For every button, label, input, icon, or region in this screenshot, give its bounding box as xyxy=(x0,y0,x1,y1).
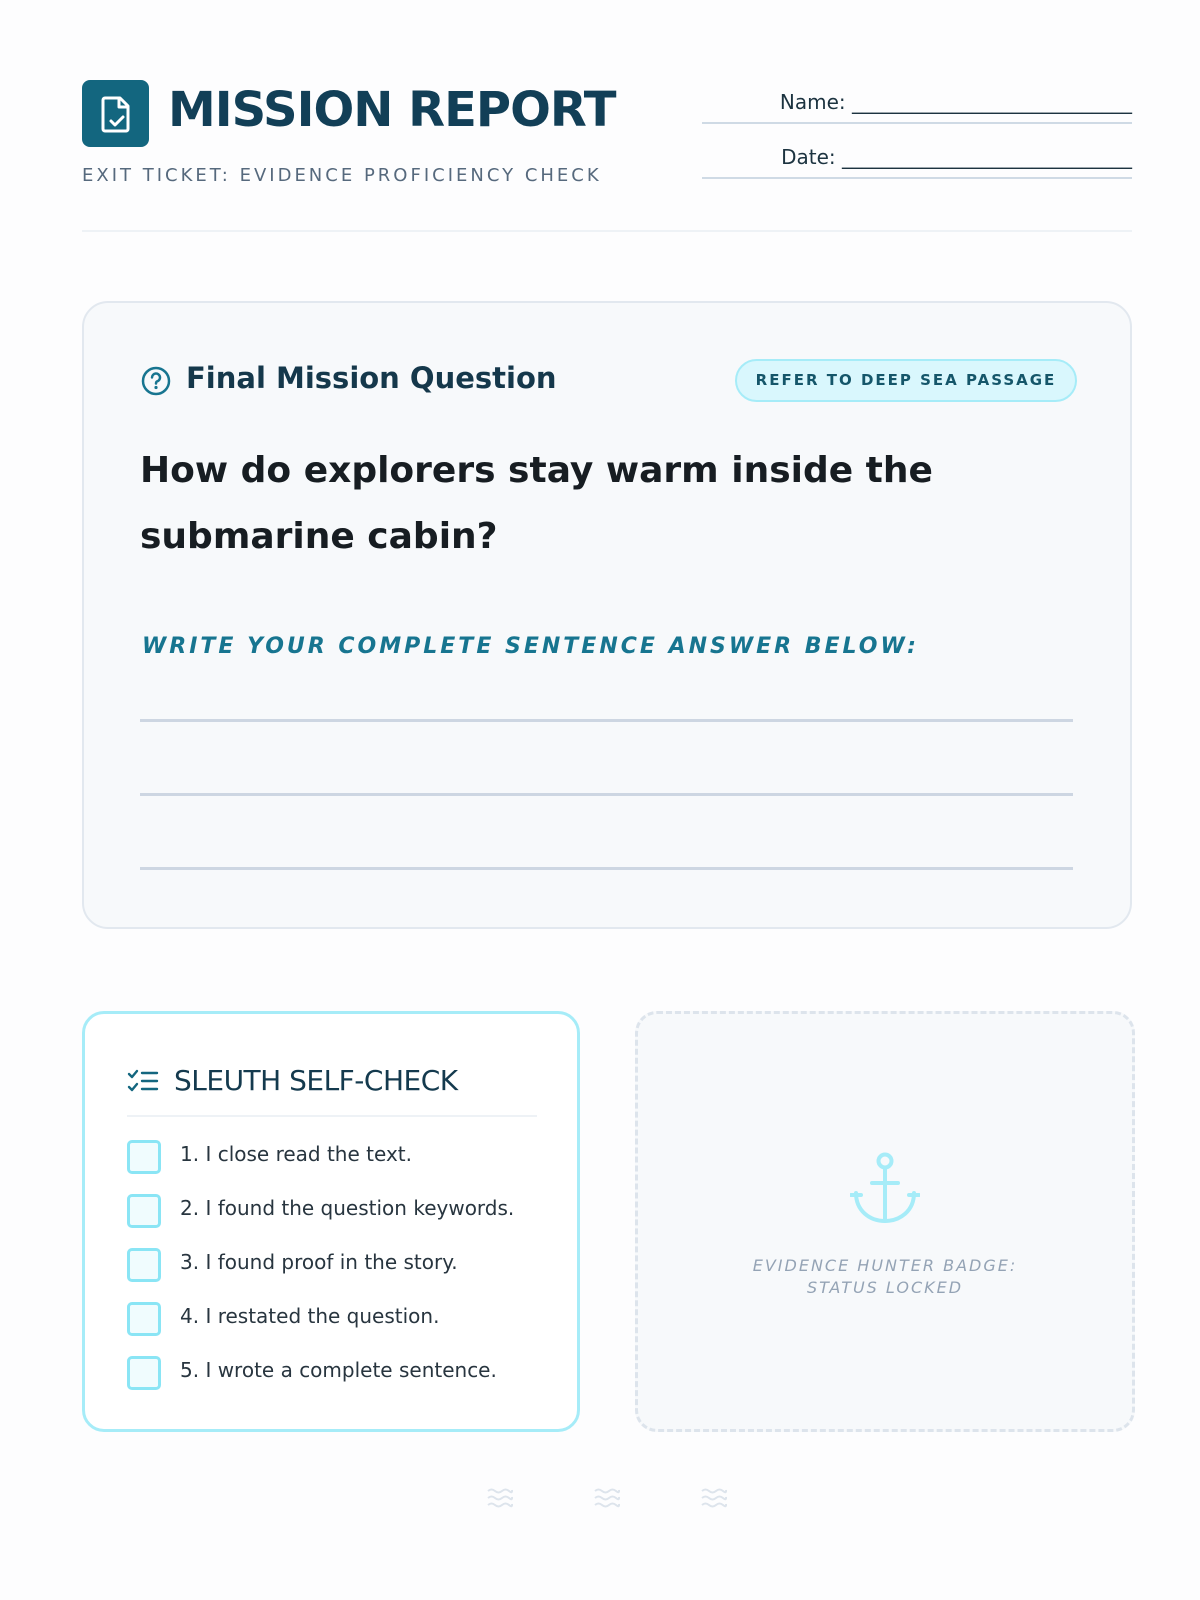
anchor-icon xyxy=(850,1151,920,1227)
self-check-card xyxy=(82,1011,580,1432)
badge-status-text: STATUS LOCKED xyxy=(806,1278,964,1297)
waves-icon xyxy=(594,1487,620,1509)
answer-line[interactable] xyxy=(140,719,1073,722)
self-check-heading: SLEUTH SELF-CHECK xyxy=(174,1064,458,1097)
logo-tile xyxy=(82,80,149,147)
self-check-divider xyxy=(127,1115,537,1117)
checkbox[interactable] xyxy=(127,1140,161,1174)
question-heading: Final Mission Question xyxy=(186,361,557,395)
file-check-icon xyxy=(98,94,134,134)
checklist-item-label: 5. I wrote a complete sentence. xyxy=(180,1358,497,1382)
checklist-item[interactable] xyxy=(127,1140,547,1174)
passage-pill: REFER TO DEEP SEA PASSAGE xyxy=(735,359,1077,402)
checklist-item-label: 1. I close read the text. xyxy=(180,1142,412,1166)
question-text: How do explorers stay warm inside the submarine cabin? xyxy=(140,450,933,557)
badge-card xyxy=(635,1011,1135,1432)
badge-title: EVIDENCE HUNTER BADGE: xyxy=(752,1256,1018,1275)
checkbox[interactable] xyxy=(127,1194,161,1228)
checklist-item-label: 3. I found proof in the story. xyxy=(180,1250,458,1274)
checklist-item-label: 4. I restated the question. xyxy=(180,1304,440,1328)
checklist-item[interactable] xyxy=(127,1194,547,1228)
name-field[interactable] xyxy=(702,82,1132,124)
date-label: Date: _____________________________ xyxy=(781,145,1132,169)
badge-status xyxy=(638,1255,1132,1299)
checklist-item[interactable] xyxy=(127,1302,547,1336)
checkbox[interactable] xyxy=(127,1302,161,1336)
name-label: Name: ____________________________ xyxy=(779,90,1132,114)
checklist-item[interactable] xyxy=(127,1356,547,1390)
help-circle-icon xyxy=(140,365,172,397)
waves-icon xyxy=(701,1487,727,1509)
waves-icon xyxy=(487,1487,513,1509)
question-card xyxy=(82,301,1132,929)
date-field[interactable] xyxy=(702,137,1132,179)
answer-line[interactable] xyxy=(140,867,1073,870)
checkbox[interactable] xyxy=(127,1248,161,1282)
checklist-item-label: 2. I found the question keywords. xyxy=(180,1196,515,1220)
checklist-item[interactable] xyxy=(127,1248,547,1282)
answer-line[interactable] xyxy=(140,793,1073,796)
answer-prompt: WRITE YOUR COMPLETE SENTENCE ANSWER BELOW: xyxy=(142,634,919,659)
page-subtitle: EXIT TICKET: EVIDENCE PROFICIENCY CHECK xyxy=(82,165,602,186)
list-checks-icon xyxy=(127,1068,159,1096)
page-title: MISSION REPORT xyxy=(168,82,616,138)
checkbox[interactable] xyxy=(127,1356,161,1390)
header-divider xyxy=(82,230,1132,232)
worksheet-page xyxy=(82,0,1132,1600)
